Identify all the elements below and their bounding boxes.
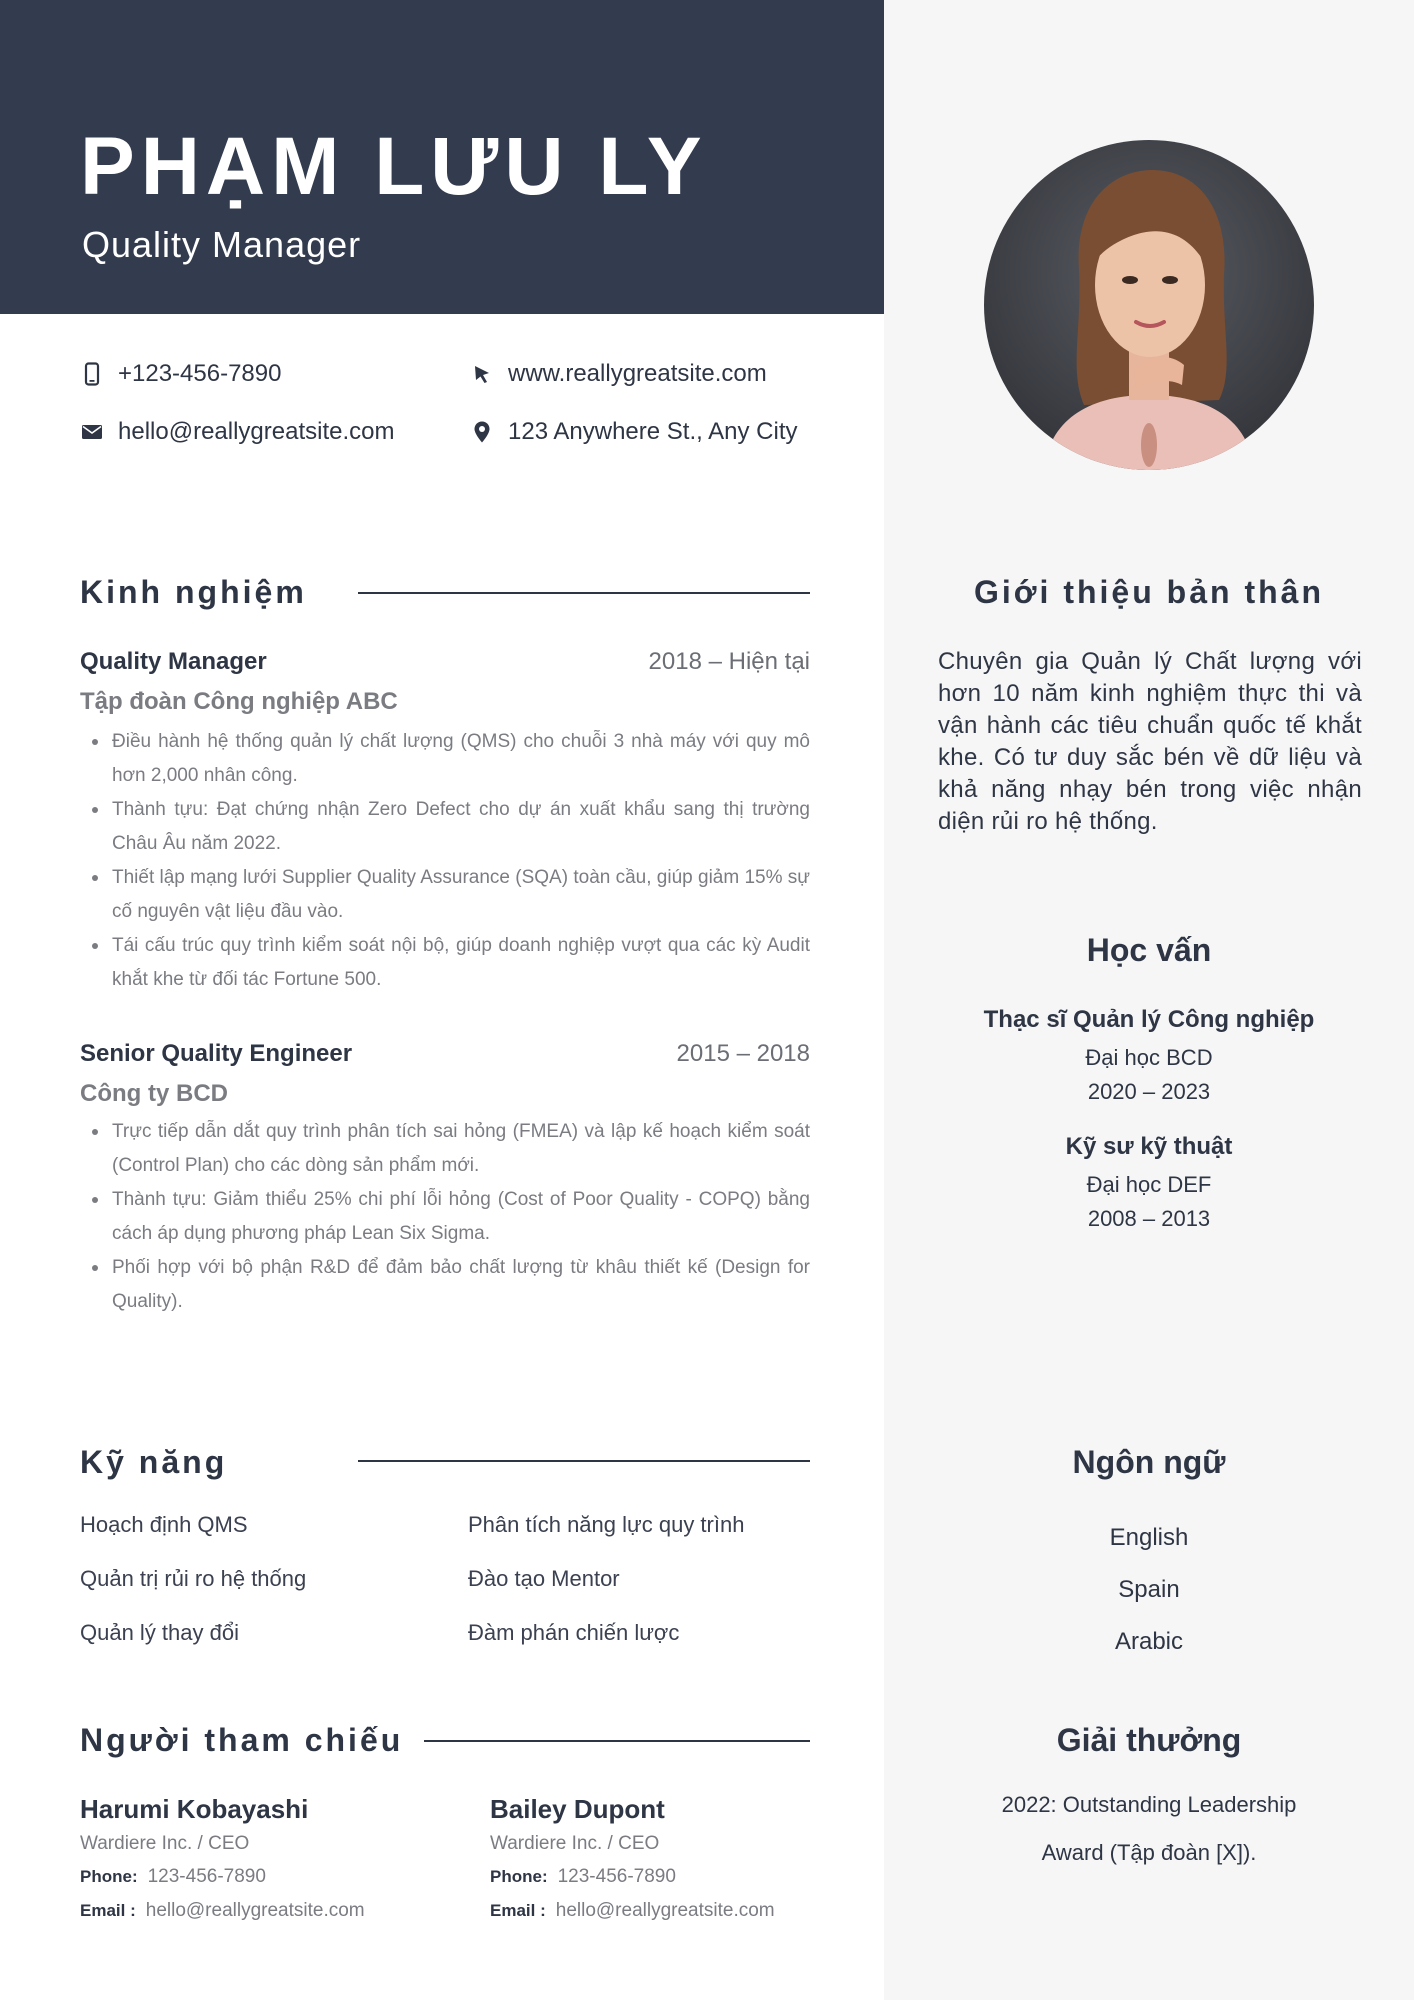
reference-org: Wardiere Inc. / CEO bbox=[80, 1833, 250, 1854]
website-link[interactable]: www.reallygreatsite.com bbox=[508, 360, 767, 387]
job-bullets bbox=[80, 725, 810, 997]
section-divider bbox=[424, 1740, 810, 1742]
reference-email bbox=[80, 1900, 365, 1922]
job-bullet: Thành tựu: Đạt chứng nhận Zero Defect cho dự án xuất khẩu sang thị trường Châu Âu năm 2022. bbox=[80, 793, 810, 861]
job-bullet: Phối hợp với bộ phận R&D để đảm bảo chất lượng từ khâu thiết kế (Design for Quality). bbox=[80, 1251, 810, 1319]
reference-phone-value: 123-456-7890 bbox=[557, 1866, 676, 1887]
contact-website bbox=[470, 360, 767, 388]
education-years: 2008 – 2013 bbox=[1087, 1206, 1211, 1231]
reference-phone bbox=[490, 1866, 676, 1888]
job-bullets bbox=[80, 1115, 810, 1319]
about-heading: Giới thiệu bản thân bbox=[974, 574, 1324, 610]
language-item: Spain bbox=[1118, 1576, 1180, 1603]
reference-name: Harumi Kobayashi bbox=[80, 1794, 309, 1824]
award-line: Award (Tập đoàn [X]). bbox=[1041, 1840, 1257, 1865]
skill-item: Đào tạo Mentor bbox=[468, 1566, 620, 1591]
job-bullet: Tái cấu trúc quy trình kiểm soát nội bộ, giúp doanh nghiệp vượt qua các kỳ Audit khắt khe từ đối tác Fortune 500. bbox=[80, 929, 810, 997]
phone-label: Phone: bbox=[490, 1867, 548, 1886]
contact-email bbox=[80, 418, 394, 446]
person-role: Quality Manager bbox=[82, 224, 362, 265]
job-position: Quality Manager bbox=[80, 648, 267, 675]
skills-heading: Kỹ năng bbox=[80, 1444, 228, 1480]
job-dates: 2015 – 2018 bbox=[676, 1040, 810, 1067]
experience-heading: Kinh nghiệm bbox=[80, 574, 307, 610]
phone-text: +123-456-7890 bbox=[118, 360, 282, 387]
job-bullet: Thành tựu: Giảm thiểu 25% chi phí lỗi hỏng (Cost of Poor Quality - COPQ) bằng cách áp dụng phương pháp Lean Six Sigma. bbox=[80, 1183, 810, 1251]
email-label: Email : bbox=[80, 1901, 136, 1920]
awards-heading: Giải thưởng bbox=[1056, 1722, 1242, 1758]
email-link[interactable]: hello@reallygreatsite.com bbox=[118, 418, 395, 445]
job-dates: 2018 – Hiện tại bbox=[648, 648, 810, 675]
email-label: Email : bbox=[490, 1901, 546, 1920]
contact-phone bbox=[80, 360, 281, 388]
education-years: 2020 – 2023 bbox=[1087, 1079, 1211, 1104]
job-bullet: Trực tiếp dẫn dắt quy trình phân tích sai hỏng (FMEA) và lập kế hoạch kiểm soát (Control Plan) cho các dòng sản phẩm mới. bbox=[80, 1115, 810, 1183]
person-name: PHẠM LƯU LY bbox=[80, 121, 708, 212]
language-item: Arabic bbox=[1114, 1628, 1184, 1655]
phone-icon bbox=[80, 362, 104, 386]
cursor-icon bbox=[470, 362, 494, 386]
reference-email bbox=[490, 1900, 775, 1922]
skill-item: Quản lý thay đổi bbox=[80, 1620, 239, 1645]
section-divider bbox=[358, 592, 810, 594]
skill-item: Hoạch định QMS bbox=[80, 1512, 248, 1537]
reference-email-value[interactable]: hello@reallygreatsite.com bbox=[145, 1900, 365, 1921]
reference-email-value[interactable]: hello@reallygreatsite.com bbox=[555, 1900, 775, 1921]
reference-name: Bailey Dupont bbox=[490, 1794, 665, 1824]
job-header bbox=[80, 648, 810, 676]
section-divider bbox=[358, 1460, 810, 1462]
job-bullet: Thiết lập mạng lưới Supplier Quality Assurance (SQA) toàn cầu, giúp giảm 15% sự cố nguyên vật liệu đầu vào. bbox=[80, 861, 810, 929]
education-degree: Kỹ sư kỹ thuật bbox=[1065, 1133, 1233, 1160]
education-heading: Học vấn bbox=[1086, 932, 1212, 968]
education-degree: Thạc sĩ Quản lý Công nghiệp bbox=[983, 1006, 1315, 1033]
address-text: 123 Anywhere St., Any City bbox=[508, 418, 798, 445]
job-position: Senior Quality Engineer bbox=[80, 1040, 353, 1067]
job-header bbox=[80, 1040, 810, 1068]
mail-icon bbox=[80, 420, 104, 444]
reference-phone-value: 123-456-7890 bbox=[147, 1866, 266, 1887]
education-school: Đại học BCD bbox=[1085, 1045, 1213, 1070]
language-item: English bbox=[1109, 1524, 1189, 1551]
reference-phone bbox=[80, 1866, 266, 1888]
job-company: Tập đoàn Công nghiệp ABC bbox=[80, 688, 398, 715]
contact-address bbox=[470, 418, 798, 446]
references-heading: Người tham chiếu bbox=[80, 1722, 404, 1758]
profile-photo bbox=[984, 140, 1314, 470]
languages-heading: Ngôn ngữ bbox=[1072, 1444, 1226, 1480]
skill-item: Đàm phán chiến lược bbox=[468, 1620, 680, 1645]
location-pin-icon bbox=[470, 420, 494, 444]
skill-item: Phân tích năng lực quy trình bbox=[468, 1512, 745, 1537]
about-text: Chuyên gia Quản lý Chất lượng với hơn 10 năm kinh nghiệm thực thi và vận hành các tiêu chuẩn quốc tế khắt khe. Có tư duy sắc bén về dữ liệu và khả năng nhạy bén trong việc nhận diện rủi ro hệ thống. bbox=[938, 648, 1362, 835]
education-school: Đại học DEF bbox=[1086, 1172, 1212, 1197]
job-company: Công ty BCD bbox=[80, 1080, 228, 1107]
skill-item: Quản trị rủi ro hệ thống bbox=[80, 1566, 307, 1591]
phone-label: Phone: bbox=[80, 1867, 138, 1886]
job-bullet: Điều hành hệ thống quản lý chất lượng (QMS) cho chuỗi 3 nhà máy với quy mô hơn 2,000 nhân công. bbox=[80, 725, 810, 793]
reference-org: Wardiere Inc. / CEO bbox=[490, 1833, 660, 1854]
award-line: 2022: Outstanding Leadership bbox=[1001, 1792, 1297, 1817]
